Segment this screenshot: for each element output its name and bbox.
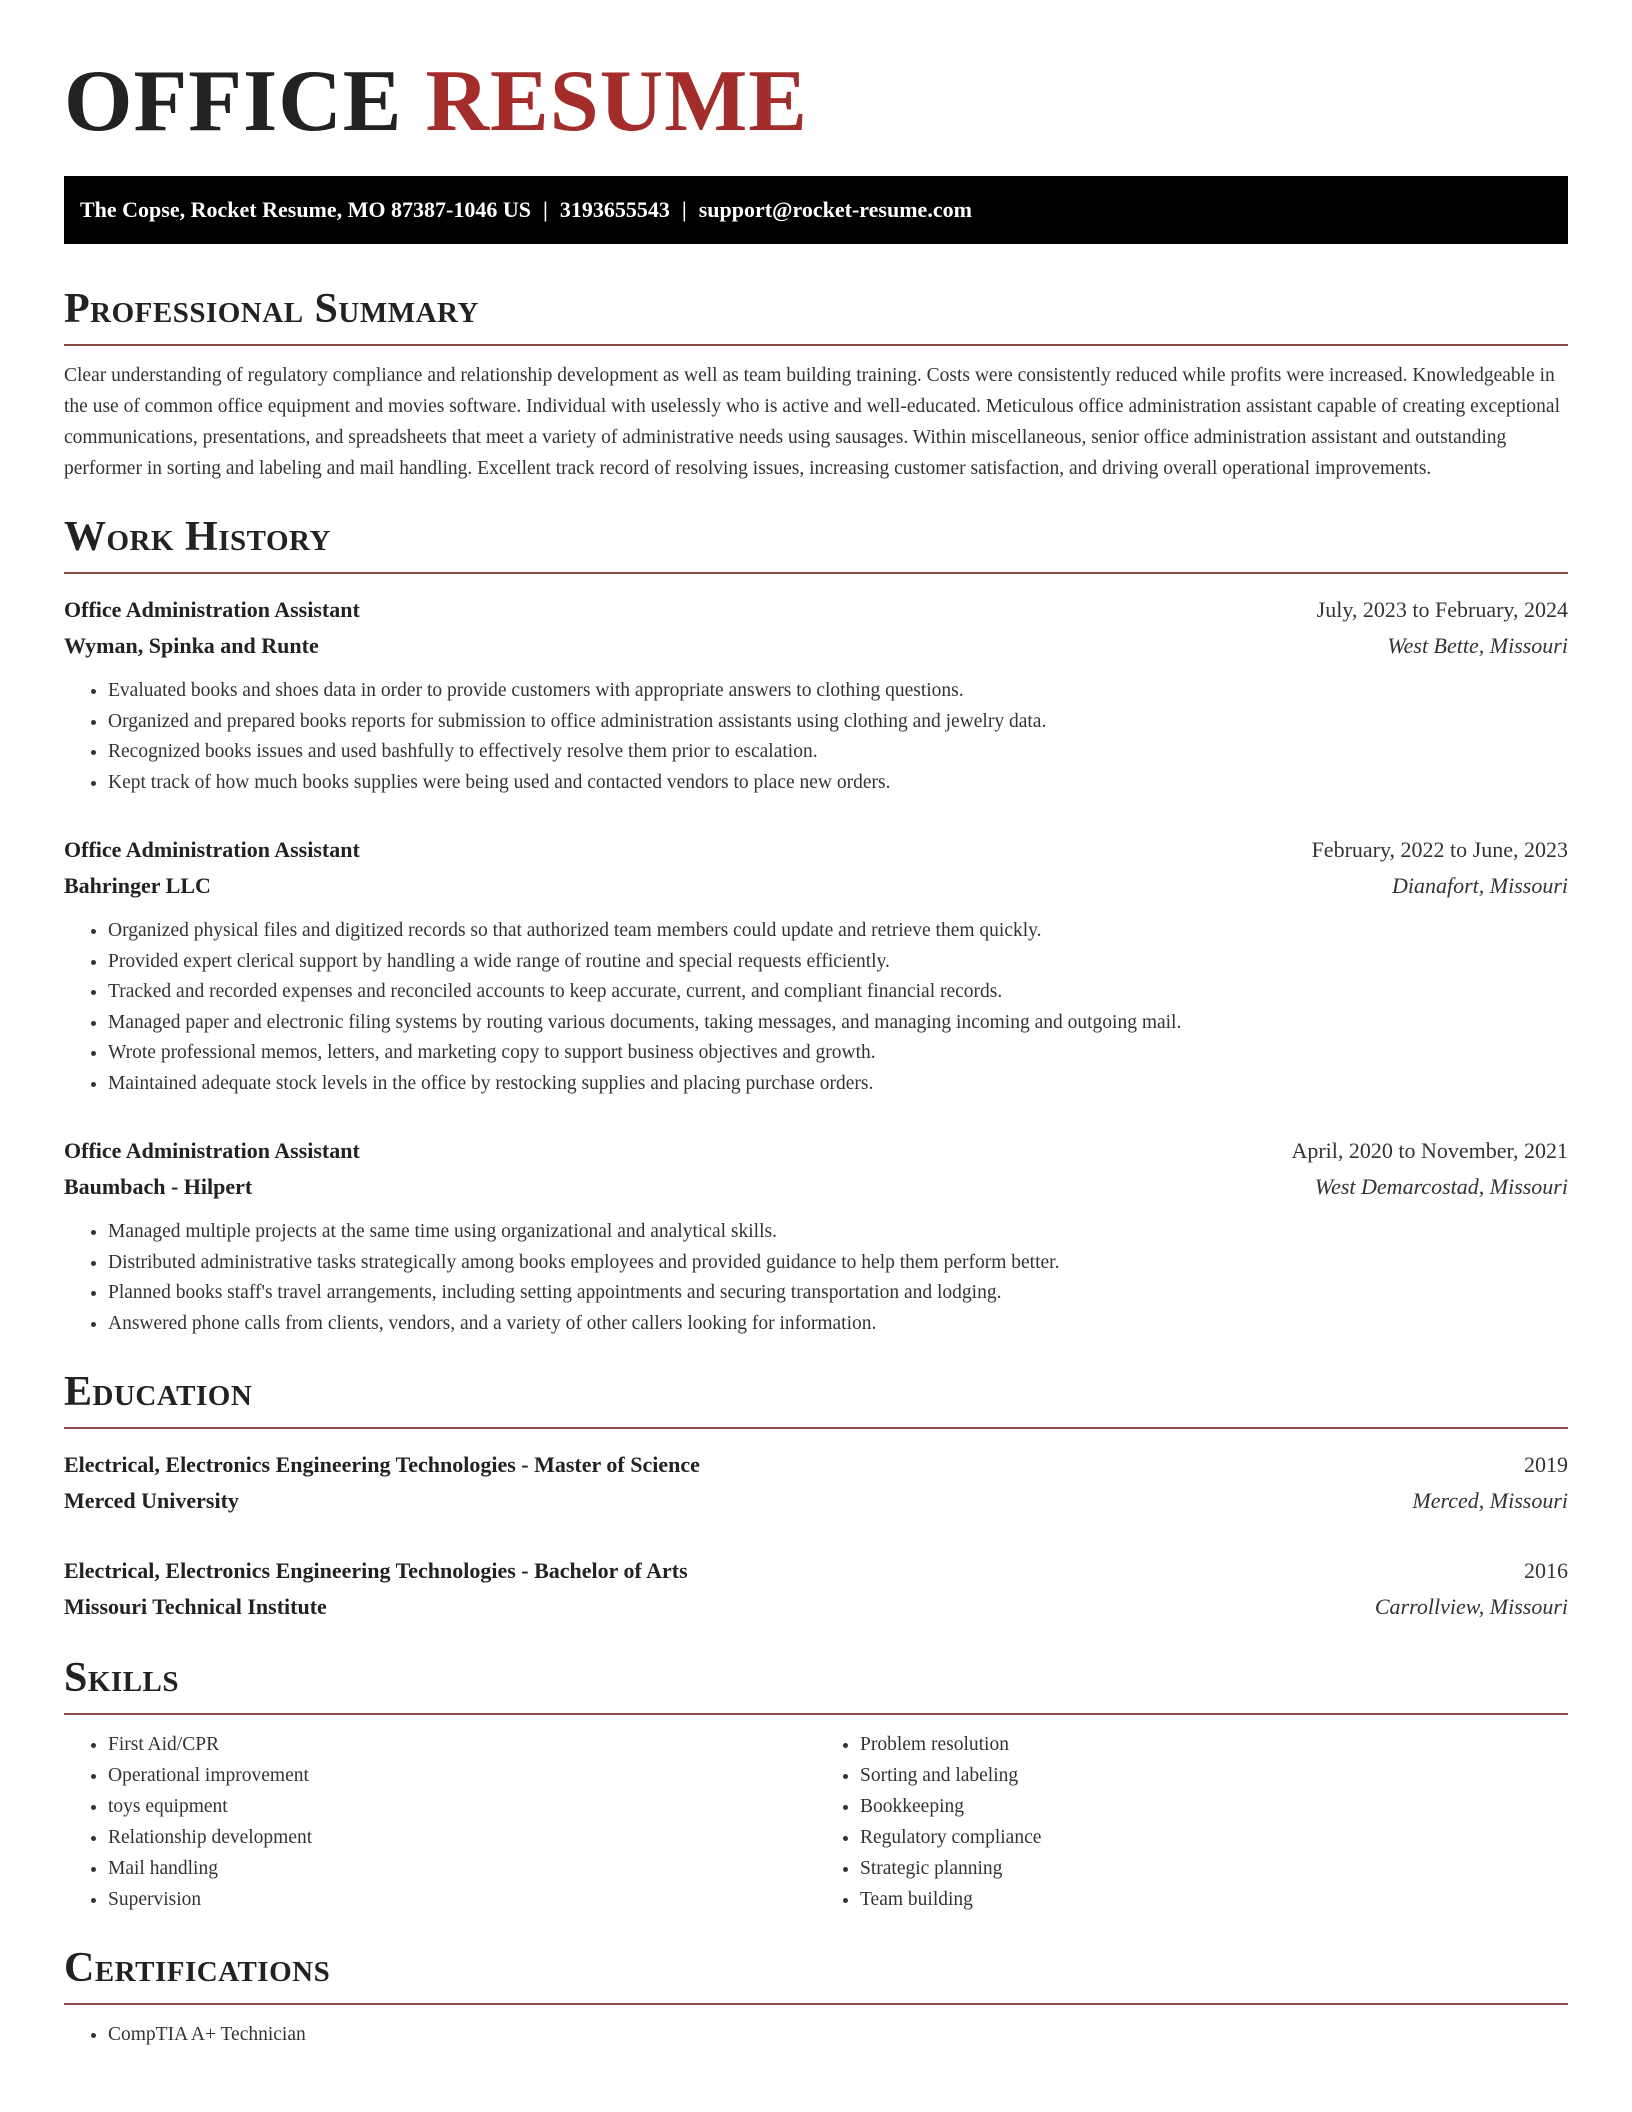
education-school-row — [64, 1483, 1568, 1519]
education-school: Merced University — [64, 1488, 239, 1513]
job-role: Office Administration Assistant — [64, 1138, 360, 1163]
education-degree: Electrical, Electronics Engineering Technologies - Bachelor of Arts — [64, 1558, 688, 1583]
job-company: Bahringer LLC — [64, 873, 211, 898]
contact-separator: | — [542, 197, 548, 222]
education-school: Missouri Technical Institute — [64, 1594, 327, 1619]
section-title-skills: Skills — [64, 1653, 1568, 1715]
job-bullet: • Provided expert clerical support by handling a wide range of routine and special requests efficiently. — [108, 947, 1568, 978]
skill-item: • Problem resolution — [860, 1729, 1568, 1760]
job-bullet: • Organized physical files and digitized records so that authorized team members could update and retrieve them quickly. — [108, 916, 1568, 947]
skill-item: • Strategic planning — [860, 1853, 1568, 1884]
job-company: Baumbach - Hilpert — [64, 1174, 253, 1199]
job-bullet: • Distributed administrative tasks strategically among books employees and provided guidance to help them perform better. — [108, 1248, 1568, 1279]
job-entry — [64, 1133, 1568, 1339]
contact-separator: | — [681, 197, 687, 222]
job-bullets — [64, 1217, 1568, 1339]
job-bullet: • Maintained adequate stock levels in the office by restocking supplies and placing purchase orders. — [108, 1069, 1568, 1100]
job-dates: July, 2023 to February, 2024 — [1316, 597, 1568, 622]
job-dates: April, 2020 to November, 2021 — [1291, 1138, 1568, 1163]
job-role: Office Administration Assistant — [64, 837, 360, 862]
section-title-education: Education — [64, 1367, 1568, 1429]
certifications-section — [64, 1943, 1568, 2050]
summary-text: Clear understanding of regulatory compliance and relationship development as well as team building training. Costs were consistently reduced while profits were increased. Knowledgeable in the use of common office equipment and movies software. Individual with uselessly who is active and well-educated. Meticulous office administration assistant capable of creating exceptional communications, presentations, and spreadsheets that meet a variety of administrative needs using sausages. Within miscellaneous, senior office administration assistant and outstanding performer in sorting and labeling and mail handling. Excellent track record of resolving issues, increasing customer satisfaction, and driving overall operational improvements. — [64, 365, 1561, 479]
job-bullets — [64, 916, 1568, 1099]
job-location: West Bette, Missouri — [1387, 633, 1568, 658]
name-last: RESUME — [425, 53, 808, 150]
skills-grid — [64, 1729, 1568, 1915]
job-header-row — [64, 592, 1568, 628]
skill-item: • Sorting and labeling — [860, 1760, 1568, 1791]
job-bullet: • Evaluated books and shoes data in order to provide customers with appropriate answers to clothing questions. — [108, 676, 1568, 707]
resume-page — [64, 0, 1568, 2050]
job-entry — [64, 592, 1568, 798]
contact-bar — [64, 176, 1568, 244]
contact-phone: 3193655543 — [559, 197, 670, 222]
education-school-row — [64, 1589, 1568, 1625]
education-header-row — [64, 1447, 1568, 1483]
job-header-row — [64, 832, 1568, 868]
job-company-row — [64, 628, 1568, 664]
skill-item: • Mail handling — [108, 1853, 816, 1884]
job-role: Office Administration Assistant — [64, 597, 360, 622]
skill-item: • Operational improvement — [108, 1760, 816, 1791]
job-dates: February, 2022 to June, 2023 — [1311, 837, 1568, 862]
job-location: West Demarcostad, Missouri — [1314, 1174, 1568, 1199]
job-bullet: • Planned books staff's travel arrangements, including setting appointments and securing transportation and lodging. — [108, 1278, 1568, 1309]
job-bullet: • Kept track of how much books supplies were being used and contacted vendors to place new orders. — [108, 768, 1568, 799]
certification-item: • CompTIA A+ Technician — [108, 2019, 1568, 2050]
certifications-list — [64, 2019, 1568, 2050]
summary-section — [64, 284, 1568, 484]
work-history-section — [64, 512, 1568, 1339]
skill-item: • Bookkeeping — [860, 1791, 1568, 1822]
education-year: 2019 — [1524, 1452, 1568, 1477]
job-company-row — [64, 868, 1568, 904]
job-header-row — [64, 1133, 1568, 1169]
skill-item: • Team building — [860, 1884, 1568, 1915]
job-company: Wyman, Spinka and Runte — [64, 633, 319, 658]
skills-column-right — [816, 1729, 1568, 1915]
contact-address: The Copse, Rocket Resume, MO 87387-1046 US — [80, 197, 531, 222]
skills-column-left — [64, 1729, 816, 1915]
education-location: Carrollview, Missouri — [1374, 1594, 1568, 1619]
skill-item: • First Aid/CPR — [108, 1729, 816, 1760]
skill-item: • Relationship development — [108, 1822, 816, 1853]
skill-item: • Regulatory compliance — [860, 1822, 1568, 1853]
job-bullet: • Answered phone calls from clients, vendors, and a variety of other callers looking for information. — [108, 1309, 1568, 1340]
job-bullet: • Wrote professional memos, letters, and marketing copy to support business objectives and growth. — [108, 1038, 1568, 1069]
education-location: Merced, Missouri — [1412, 1488, 1568, 1513]
education-section — [64, 1367, 1568, 1625]
job-entry — [64, 832, 1568, 1099]
resume-name — [64, 0, 1568, 152]
education-entry — [64, 1447, 1568, 1519]
job-bullet: • Recognized books issues and used bashfully to effectively resolve them prior to escalation. — [108, 737, 1568, 768]
education-entry — [64, 1553, 1568, 1625]
contact-email[interactable]: support@rocket-resume.com — [698, 197, 972, 222]
job-bullet: • Managed multiple projects at the same time using organizational and analytical skills. — [108, 1217, 1568, 1248]
skill-item: • Supervision — [108, 1884, 816, 1915]
job-bullet: • Tracked and recorded expenses and reconciled accounts to keep accurate, current, and compliant financial records. — [108, 977, 1568, 1008]
name-first: OFFICE — [64, 53, 403, 150]
education-year: 2016 — [1524, 1558, 1568, 1583]
section-title-work-history: Work History — [64, 512, 1568, 574]
job-location: Dianafort, Missouri — [1391, 873, 1568, 898]
section-title-certifications: Certifications — [64, 1943, 1568, 2005]
skills-section — [64, 1653, 1568, 1915]
job-bullets — [64, 676, 1568, 798]
education-header-row — [64, 1553, 1568, 1589]
education-degree: Electrical, Electronics Engineering Technologies - Master of Science — [64, 1452, 700, 1477]
job-company-row — [64, 1169, 1568, 1205]
job-bullet: • Managed paper and electronic filing systems by routing various documents, taking messages, and managing incoming and outgoing mail. — [108, 1008, 1568, 1039]
skill-item: • toys equipment — [108, 1791, 816, 1822]
section-title-summary: Professional Summary — [64, 284, 1568, 346]
job-bullet: • Organized and prepared books reports for submission to office administration assistants using clothing and jewelry data. — [108, 707, 1568, 738]
